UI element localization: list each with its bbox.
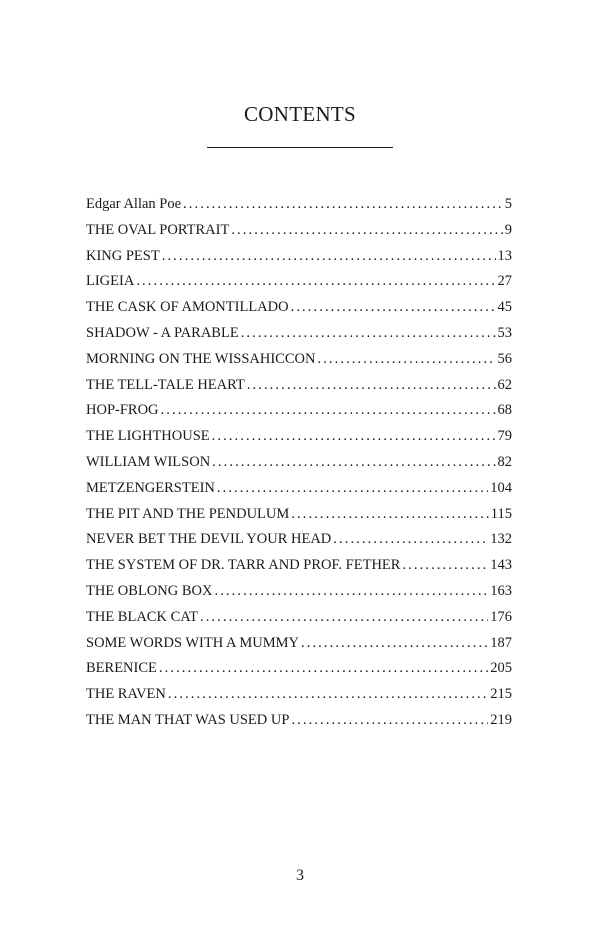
toc-leader-dots	[291, 708, 488, 734]
toc-entry-page: 82	[497, 453, 512, 470]
toc-entry-title: SHADOW - A PARABLE	[86, 324, 239, 341]
toc-entry[interactable]	[86, 631, 512, 657]
toc-entry[interactable]	[86, 656, 512, 682]
toc-leader-dots	[291, 502, 489, 528]
toc-leader-dots	[291, 295, 496, 321]
toc-leader-dots	[247, 373, 496, 399]
toc-entry-page: 132	[490, 531, 512, 548]
toc-entry-title: KING PEST	[86, 247, 160, 264]
toc-entry-title: MORNING ON THE WISSAHICCON	[86, 350, 316, 367]
toc-entry-page: 143	[490, 557, 512, 574]
toc-entry[interactable]	[86, 424, 512, 450]
toc-entry[interactable]	[86, 218, 512, 244]
toc-entry-title: THE PIT AND THE PENDULUM	[86, 505, 290, 522]
toc-leader-dots	[231, 218, 502, 244]
toc-leader-dots	[159, 656, 488, 682]
toc-entry-title: THE RAVEN	[86, 686, 166, 703]
toc-entry-title: THE TELL-TALE HEART	[86, 376, 245, 393]
toc-leader-dots	[402, 553, 488, 579]
toc-entry[interactable]	[86, 347, 512, 373]
toc-entry-page: 215	[490, 686, 512, 703]
toc-entry[interactable]	[86, 553, 512, 579]
toc-entry[interactable]	[86, 502, 512, 528]
toc-entry-page: 9	[504, 221, 512, 238]
table-of-contents	[86, 192, 512, 734]
toc-entry-page: 79	[497, 428, 512, 445]
toc-leader-dots	[162, 244, 496, 270]
toc-entry[interactable]	[86, 373, 512, 399]
toc-leader-dots	[161, 398, 496, 424]
toc-entry-title: THE OVAL PORTRAIT	[86, 221, 230, 238]
toc-entry-title: LIGEIA	[86, 273, 135, 290]
toc-entry[interactable]	[86, 295, 512, 321]
toc-entry[interactable]	[86, 605, 512, 631]
toc-entry[interactable]	[86, 476, 512, 502]
toc-entry-page: 176	[490, 608, 512, 625]
toc-entry-title: HOP-FROG	[86, 402, 159, 419]
toc-leader-dots	[214, 579, 488, 605]
toc-leader-dots	[212, 424, 496, 450]
toc-entry-title: METZENGERSTEIN	[86, 479, 215, 496]
toc-entry-title: THE MAN THAT WAS USED UP	[86, 711, 290, 728]
toc-entry-page: 13	[497, 247, 512, 264]
toc-entry-title: THE LIGHTHOUSE	[86, 428, 210, 445]
toc-entry-title: THE OBLONG BOX	[86, 582, 213, 599]
toc-entry-title: NEVER BET THE DEVIL YOUR HEAD	[86, 531, 332, 548]
page-number: 3	[296, 867, 304, 884]
toc-entry-title: THE SYSTEM OF DR. TARR AND PROF. FETHER	[86, 557, 401, 574]
toc-leader-dots	[333, 527, 488, 553]
toc-entry-title: SOME WORDS WITH A MUMMY	[86, 634, 299, 651]
toc-entry-title: THE BLACK CAT	[86, 608, 198, 625]
toc-leader-dots	[317, 347, 495, 373]
toc-leader-dots	[200, 605, 488, 631]
toc-entry[interactable]	[86, 708, 512, 734]
toc-entry[interactable]	[86, 398, 512, 424]
toc-entry[interactable]	[86, 450, 512, 476]
title-rule	[207, 147, 393, 148]
toc-entry-page: 219	[490, 711, 512, 728]
toc-entry-page: 115	[490, 505, 512, 522]
toc-leader-dots	[241, 321, 496, 347]
toc-entry-page: 56	[497, 350, 512, 367]
toc-leader-dots	[212, 450, 495, 476]
toc-leader-dots	[168, 682, 488, 708]
toc-leader-dots	[301, 631, 488, 657]
toc-entry[interactable]	[86, 244, 512, 270]
toc-entry[interactable]	[86, 192, 512, 218]
toc-entry[interactable]	[86, 527, 512, 553]
toc-entry-page: 205	[490, 660, 512, 677]
toc-entry-page: 62	[497, 376, 512, 393]
toc-leader-dots	[136, 269, 495, 295]
toc-entry-title: THE CASK OF AMONTILLADO	[86, 299, 289, 316]
toc-entry[interactable]	[86, 682, 512, 708]
toc-entry-title: Edgar Allan Poe	[86, 196, 182, 212]
toc-entry-page: 163	[490, 582, 512, 599]
toc-entry-page: 68	[497, 402, 512, 419]
toc-entry[interactable]	[86, 269, 512, 295]
toc-entry[interactable]	[86, 321, 512, 347]
toc-entry-page: 53	[497, 324, 512, 341]
toc-entry-title: WILLIAM WILSON	[86, 453, 211, 470]
toc-leader-dots	[183, 192, 503, 218]
toc-leader-dots	[217, 476, 488, 502]
toc-entry-page: 27	[497, 273, 512, 290]
toc-entry-page: 104	[490, 479, 512, 496]
toc-entry-page: 45	[497, 299, 512, 316]
toc-entry[interactable]	[86, 579, 512, 605]
toc-entry-page: 5	[504, 196, 512, 212]
toc-entry-page: 187	[490, 634, 512, 651]
toc-entry-title: BERENICE	[86, 660, 157, 677]
page-title: CONTENTS	[243, 102, 357, 126]
